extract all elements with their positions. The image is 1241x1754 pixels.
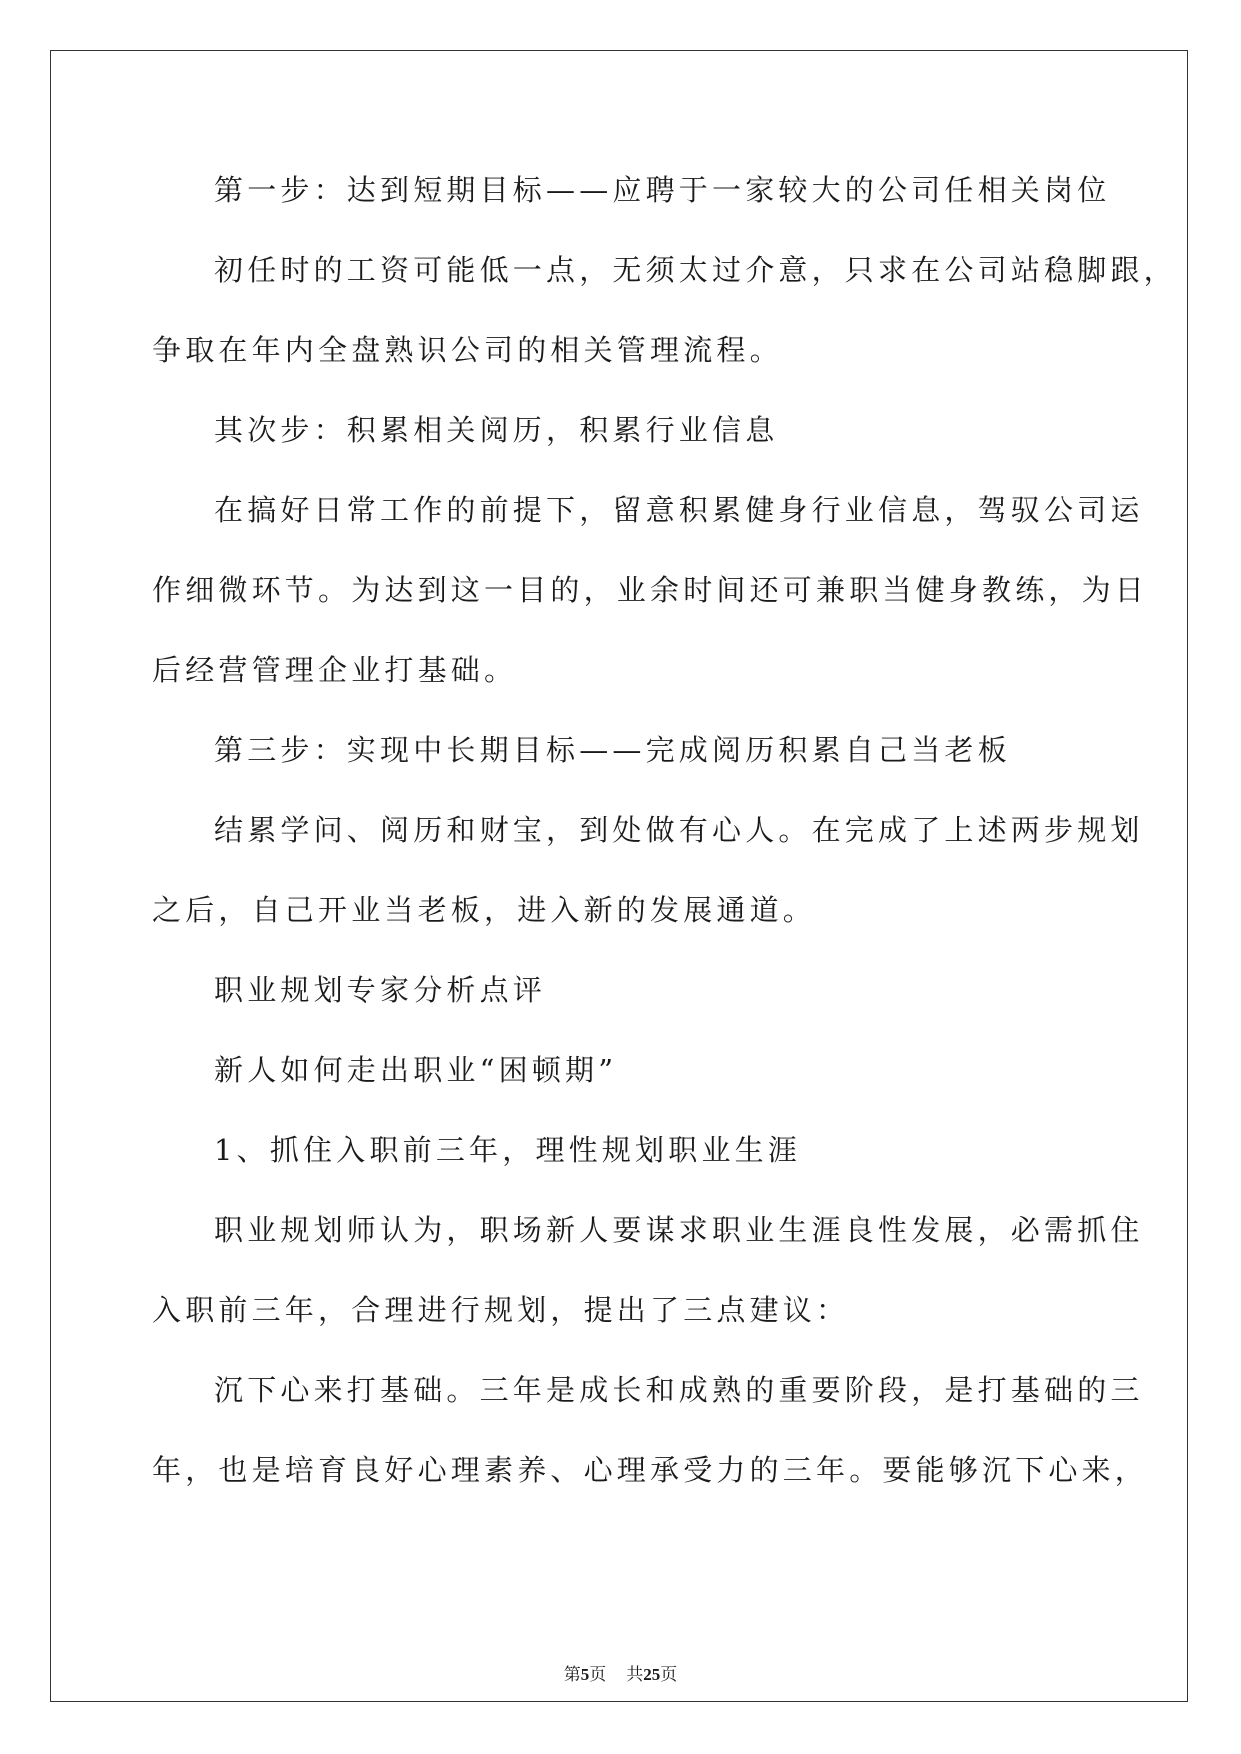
- current-page-number: 5: [580, 1665, 590, 1684]
- paragraph-line: 争取在年内全盘熟识公司的相关管理流程。: [152, 333, 783, 367]
- paragraph-line: 结累学问、阅历和财宝，到处做有心人。在完成了上述两步规划: [214, 813, 1144, 847]
- paragraph-line: 作细微环节。为达到这一目的，业余时间还可兼职当健身教练，为日: [152, 573, 1149, 607]
- paragraph-line: 沉下心来打基础。三年是成长和成熟的重要阶段，是打基础的三: [214, 1373, 1144, 1407]
- paragraph-line: 之后，自己开业当老板，进入新的发展通道。: [152, 893, 817, 927]
- footer-total-prefix: 共: [626, 1665, 644, 1684]
- footer-total-suffix: 页: [660, 1665, 678, 1684]
- page-footer: [0, 1660, 1241, 1685]
- section-heading: 新人如何走出职业“困顿期”: [214, 1053, 618, 1087]
- step-three-heading: 第三步：实现中长期目标——完成阅历积累自己当老板: [214, 733, 1011, 767]
- paragraph-line: 后经营管理企业打基础。: [152, 653, 518, 687]
- paragraph-line: 年，也是培育良好心理素养、心理承受力的三年。要能够沉下心来，: [152, 1453, 1149, 1487]
- total-page-count: 25: [643, 1665, 661, 1684]
- paragraph-line: 初任时的工资可能低一点，无须太过介意，只求在公司站稳脚跟，: [214, 253, 1177, 287]
- paragraph-line: 入职前三年，合理进行规划，提出了三点建议：: [152, 1293, 850, 1327]
- footer-prefix: 第: [563, 1665, 581, 1684]
- paragraph-line: 职业规划师认为，职场新人要谋求职业生涯良性发展，必需抓住: [214, 1213, 1144, 1247]
- paragraph-line: 在搞好日常工作的前提下，留意积累健身行业信息，驾驭公司运: [214, 493, 1144, 527]
- numbered-heading: 1、抓住入职前三年，理性规划职业生涯: [214, 1133, 802, 1167]
- footer-page-suffix: 页: [589, 1665, 607, 1684]
- step-one-heading: 第一步：达到短期目标——应聘于一家较大的公司任相关岗位: [214, 173, 1111, 207]
- step-two-heading: 其次步：积累相关阅历，积累行业信息: [214, 413, 779, 447]
- section-heading: 职业规划专家分析点评: [214, 973, 547, 1007]
